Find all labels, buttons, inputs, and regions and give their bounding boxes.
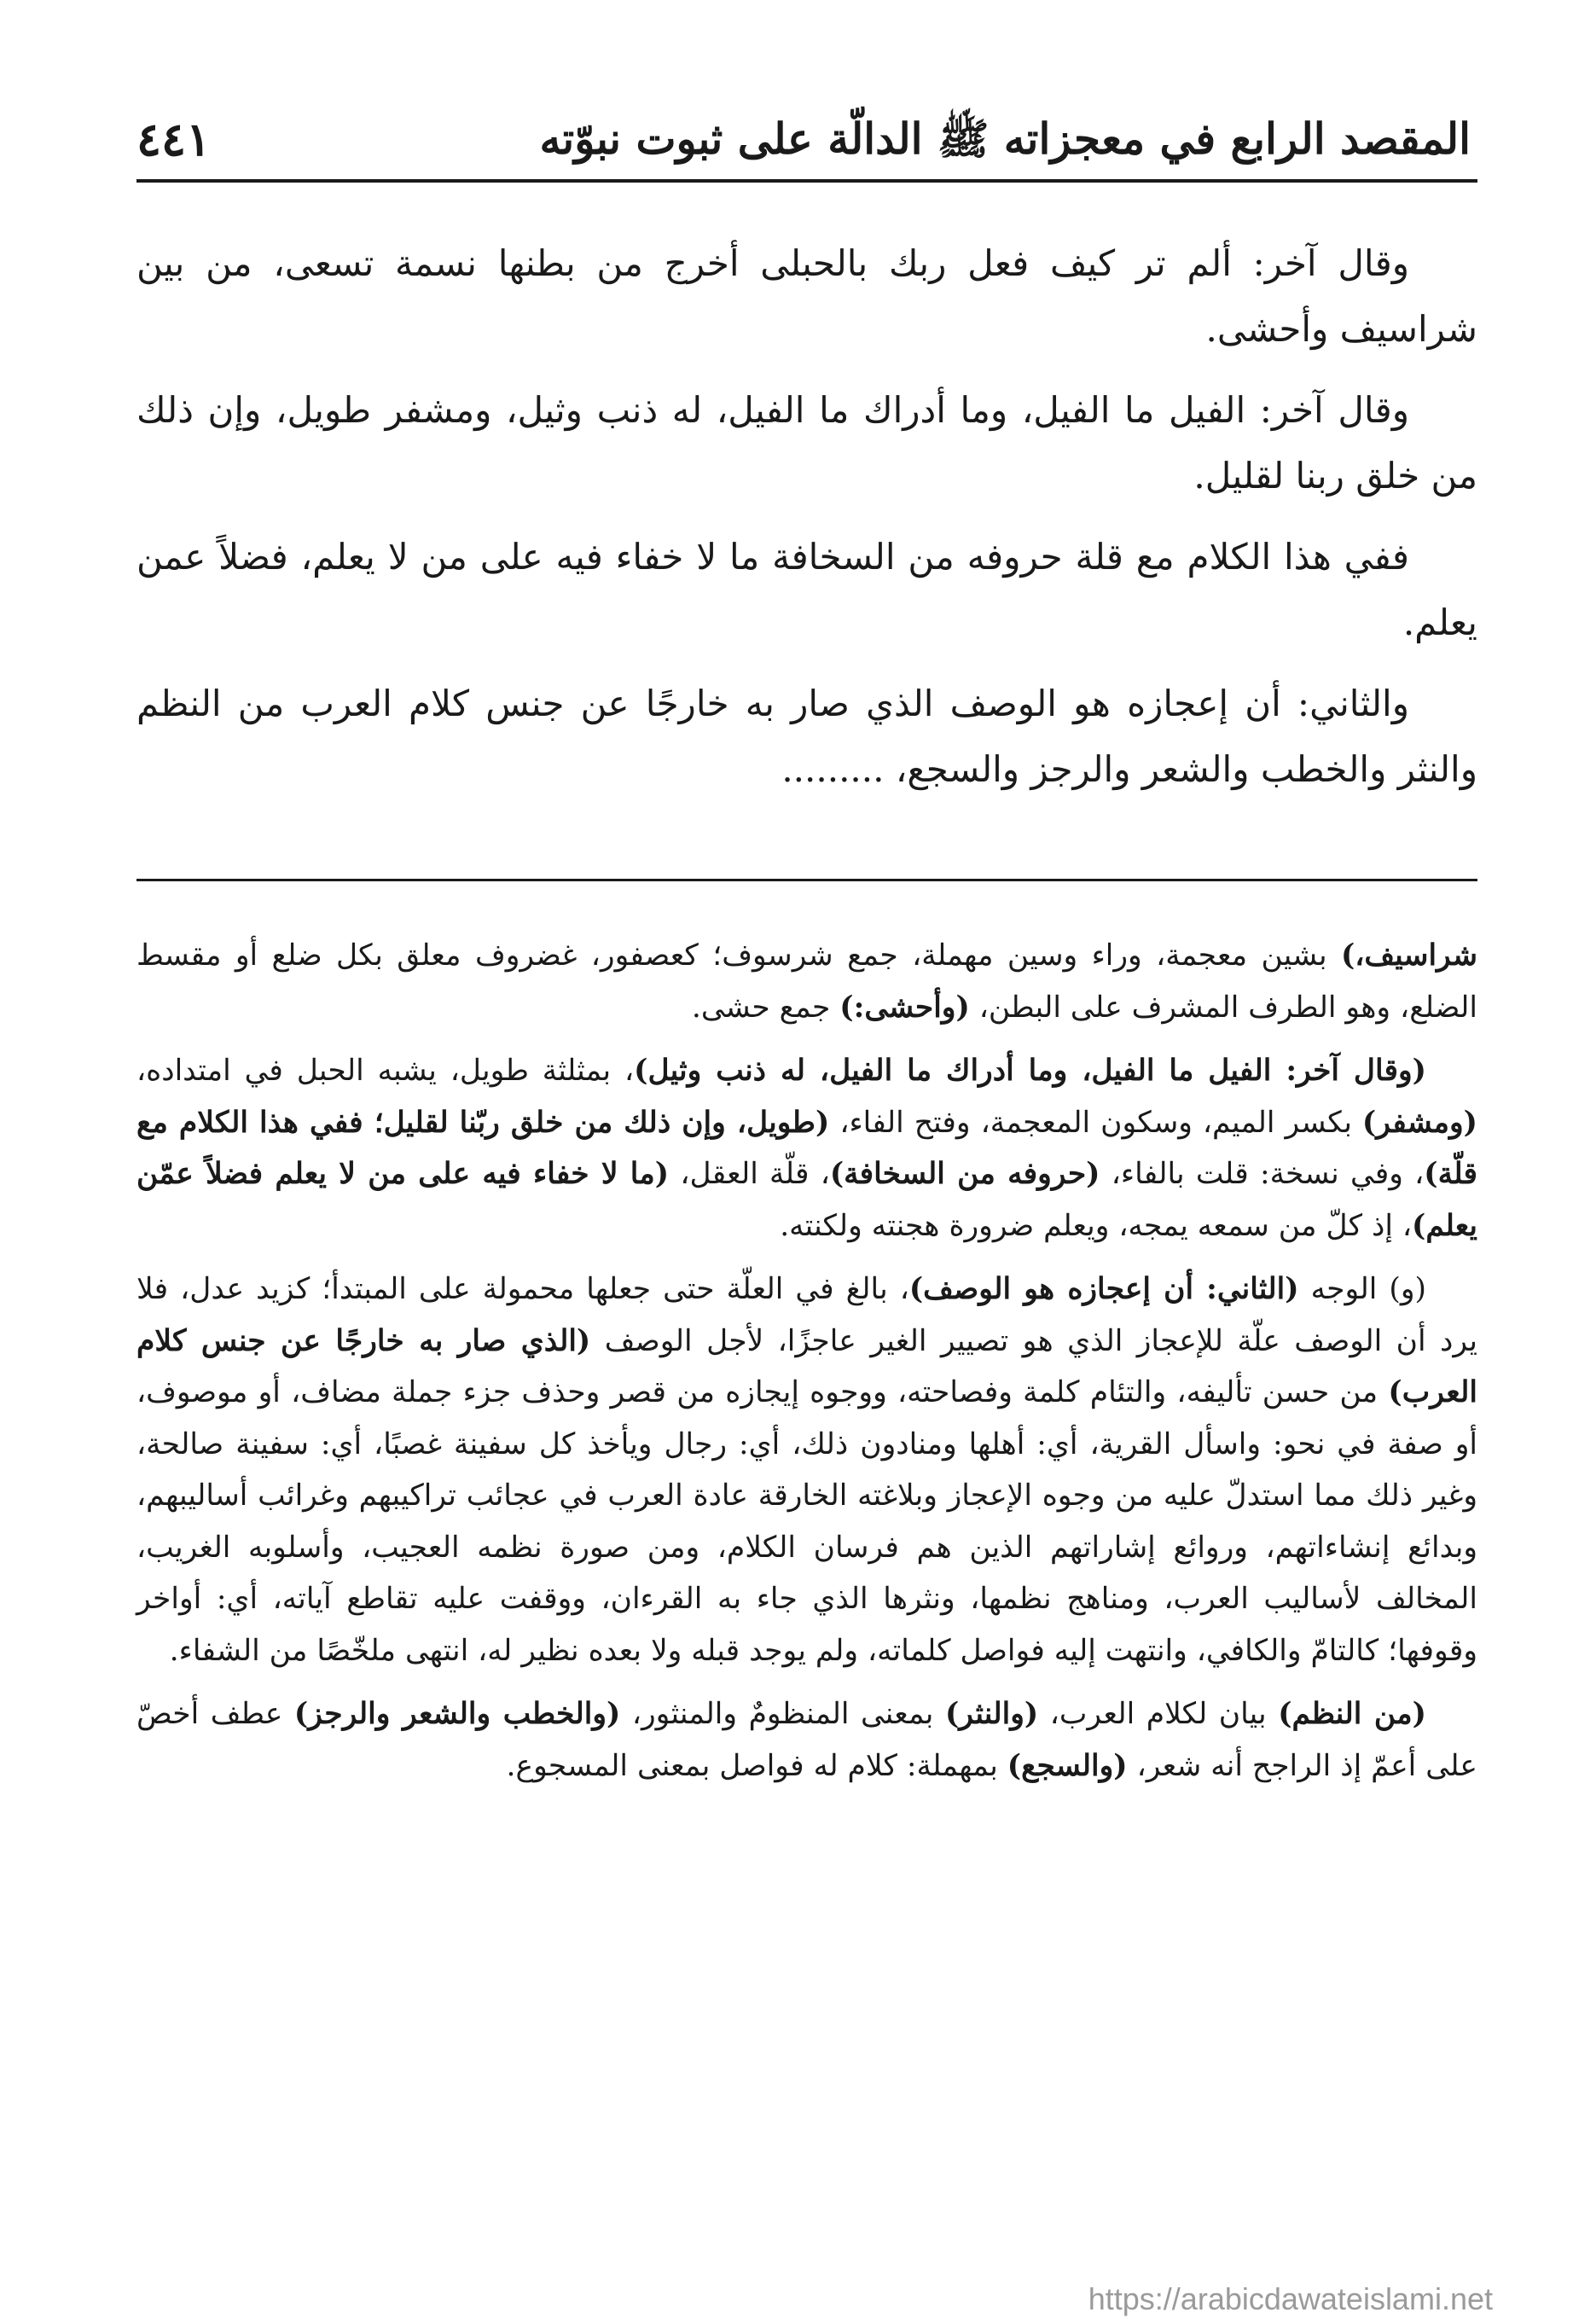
main-paragraph: وقال آخر: الفيل ما الفيل، وما أدراك ما الفيل، له ذنب وثيل، ومشفر طويل، وإن ذلك من خلق ربنا لقليل. (136, 389, 1477, 497)
commentary-paragraph (136, 930, 1477, 1033)
footnote-rule (136, 879, 1477, 881)
page-header (136, 101, 1471, 177)
commentary-text: ، إذ كلّ من سمعه يمجه، ويعلم ضرورة هجنته ولكنته. (780, 1208, 1413, 1243)
quoted-term: (والخطب والشعر والرجز) (293, 1697, 621, 1731)
quoted-term: (ما لا خفاء فيه على من لا يعلم فضلاً عمّن يعلم) (136, 1157, 1477, 1243)
quoted-term: (من النظم) (1278, 1697, 1426, 1731)
continuation-dots: ......... (781, 748, 885, 790)
main-paragraph (136, 671, 1477, 802)
commentary-text: بشين معجمة، وراء وسين مهملة، جمع شرسوف؛ كعصفور، غضروف معلق بكل ضلع أو مقسط الضلع، وهو الطرف المشرف على البطن، (136, 938, 1477, 1025)
commentary-text: عطف أخصّ على أعمّ إذ الراجح أنه شعر، (136, 1697, 1477, 1783)
main-paragraph: وقال آخر: ألم تر كيف فعل ربك بالحبلى أخرج من بطنها نسمة تسعى، من بين شراسيف وأحشى. (136, 242, 1477, 350)
quoted-term: (والسجع) (1007, 1748, 1128, 1783)
commentary-text: من حسن تأليفه، والتئام كلمة وفصاحته، ووجوه إيجازه من قصر وحذف جزء جملة مضاف، أو موصوف، أو صفة في نحو: واسأل القرية، أي: أهلها ومنادون ذلك، أي: رجال ويأخذ كل سفينة غصبًا، أي: سفينة صالحة، وغير ذلك مما استدلّ عليه من وجوه الإعجاز وبلاغته الخارقة عادة العرب في عجائب تراكيبهم وغرائب أساليبهم، وبدائع إنشاءاتهم، وروائع إشاراتهم الذين هم فرسان الكلام، ومن صورة نظمه العجيب، وأسلوبه الغريب، المخالف لأساليب العرب، ومناهج نظمها، ونثرها الذي جاء به القرءان، ووقفت عليه تقاطع آياته، أي: أواخر وقوفها؛ كالتامّ والكافي، وانتهت إليه فواصل كلماته، ولم يوجد قبله ولا بعده نظير له، انتهى ملخّصًا من الشفاء. (136, 1375, 1477, 1668)
commentary-paragraph (136, 1045, 1477, 1252)
quoted-term: (والنثر) (944, 1697, 1039, 1731)
quoted-term: (الثاني: أن إعجازه هو الوصف) (908, 1272, 1299, 1306)
commentary-text: ، بمثلثة طويل، يشبه الحبل في امتداده، (136, 1054, 635, 1088)
commentary-text: ، وفي نسخة: قلت بالفاء، (1100, 1157, 1425, 1191)
main-text (136, 230, 1477, 817)
commentary-text: (و) الوجه (1298, 1272, 1426, 1306)
quoted-term: (طويل، وإن ذلك من خلق ربّنا لقليل؛ ففي هذا الكلام مع قلّة) (136, 1105, 1477, 1191)
commentary (136, 930, 1477, 1804)
page-number: ٤٤١ (136, 112, 212, 166)
quoted-term: (وقال آخر: الفيل ما الفيل، وما أدراك ما الفيل، له ذنب وثيل) (634, 1054, 1426, 1088)
quoted-term: شراسيف،) (1340, 938, 1477, 973)
commentary-text: بمهملة: كلام له فواصل بمعنى المسجوع. (506, 1748, 1007, 1783)
commentary-text: ، بالغ في العلّة حتى جعلها محمولة على المبتدأ؛ كزيد عدل، فلا يرد أن الوصف علّة للإعجاز الذي هو تصيير الغير عاجزًا، لأجل الوصف (136, 1272, 1477, 1358)
quoted-term: (الذي صار به خارجًا عن جنس كلام العرب) (136, 1323, 1477, 1409)
quoted-term: (وأحشى:) (839, 990, 970, 1025)
main-paragraph-text: والثاني: أن إعجازه هو الوصف الذي صار به خارجًا عن جنس كلام العرب من النظم والنثر والخطب والشعر والرجز والسجع، (136, 683, 1477, 790)
quoted-term: (حروفه من السخافة) (829, 1157, 1100, 1191)
running-title: المقصد الرابع في معجزاته ﷺ الدالّة على ثبوت نبوّته (539, 113, 1471, 164)
main-paragraph: ففي هذا الكلام مع قلة حروفه من السخافة ما لا خفاء فيه على من لا يعلم، فضلاً عمن يعلم. (136, 536, 1477, 643)
commentary-paragraph (136, 1688, 1477, 1792)
header-rule (136, 179, 1477, 183)
commentary-text: بكسر الميم، وسكون المعجمة، وفتح الفاء، (829, 1105, 1362, 1140)
commentary-paragraph (136, 1264, 1477, 1676)
source-watermark: https://arabicdawateislami.net (1088, 2281, 1493, 2316)
commentary-text: جمع حشى. (691, 990, 840, 1025)
commentary-text: ، قلّة العقل، (669, 1157, 830, 1191)
commentary-text: بمعنى المنظومٌ والمنثور، (620, 1697, 945, 1731)
quoted-term: (ومشفر) (1361, 1105, 1477, 1140)
commentary-text: بيان لكلام العرب، (1038, 1697, 1279, 1731)
